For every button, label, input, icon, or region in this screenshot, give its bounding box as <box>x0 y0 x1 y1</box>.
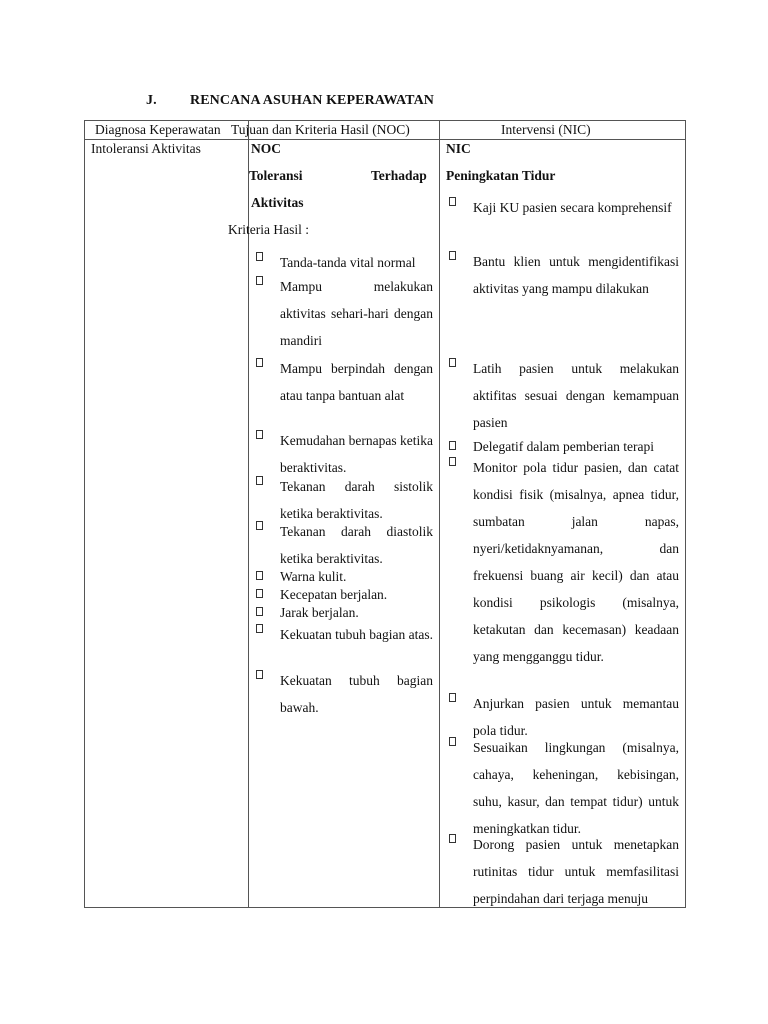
noc-outcome-part3: Aktivitas <box>251 195 304 210</box>
checkbox-icon <box>449 737 456 746</box>
section-number: J. <box>146 93 157 108</box>
checkbox-icon <box>256 571 263 580</box>
header-noc: Tujuan dan Kriteria Hasil (NOC) <box>231 122 410 137</box>
nic-intervention-item: Latih pasien untuk melakukan aktifitas sesuai dengan kemampuan pasien <box>449 355 679 436</box>
checkbox-icon <box>256 276 263 285</box>
header-nic: Intervensi (NIC) <box>501 122 591 137</box>
noc-criteria-item: Tanda-tanda vital normal <box>256 249 433 276</box>
column-divider-2 <box>439 121 440 907</box>
noc-outcome-part1: Toleransi <box>249 168 303 183</box>
nic-intervention-item: Monitor pola tidur pasien, dan catat kondisi fisik (misalnya, apnea tidur, sumbatan jalan napas, nyeri/ketidaknyamanan, dan frekuensi buang air kecil) dan atau kondisi psikologis (misalnya, ketakutan dan kecemasan) keadaan yang mengganggu tidur. <box>449 454 679 697</box>
nic-intervention-item: Delegatif dalam pemberian terapi <box>449 438 679 456</box>
noc-criteria-item: Warna kulit. <box>256 568 433 586</box>
noc-criteria-item: Tekanan darah diastolik ketika beraktivitas. <box>256 518 433 572</box>
header-diagnosis: Diagnosa Keperawatan <box>95 122 221 137</box>
noc-label: NOC <box>251 141 281 156</box>
noc-criteria-item: Jarak berjalan. <box>256 604 433 622</box>
noc-criteria-item: Mampu berpindah dengan atau tanpa bantuan alat <box>256 355 433 436</box>
nic-title: Peningkatan Tidur <box>446 168 556 183</box>
noc-criteria-item: Kekuatan tubuh bagian atas. <box>256 621 433 675</box>
diagnosis-text: Intoleransi Aktivitas <box>91 141 201 156</box>
noc-criteria-item: Kemudahan bernapas ketika beraktivitas. <box>256 427 433 481</box>
checkbox-icon <box>256 430 263 439</box>
checkbox-icon <box>449 693 456 702</box>
noc-criteria-item: Tekanan darah sistolik ketika beraktivitas. <box>256 473 433 527</box>
checkbox-icon <box>449 358 456 367</box>
checkbox-icon <box>256 252 263 261</box>
checkbox-icon <box>256 589 263 598</box>
nic-intervention-item: Sesuaikan lingkungan (misalnya, cahaya, keheningan, kebisingan, suhu, kasur, dan tempat tidur) untuk meningkatkan tidur. <box>449 734 679 842</box>
noc-criteria-item: Kekuatan tubuh bagian bawah. <box>256 667 433 721</box>
checkbox-icon <box>449 457 456 466</box>
noc-criteria-item: Mampu melakukan aktivitas sehari-hari dengan mandiri <box>256 273 433 354</box>
care-plan-table <box>84 120 686 908</box>
checkbox-icon <box>256 476 263 485</box>
checkbox-icon <box>449 441 456 450</box>
nic-intervention-item: Kaji KU pasien secara komprehensif <box>449 194 679 248</box>
checkbox-icon <box>256 607 263 616</box>
checkbox-icon <box>449 197 456 206</box>
checkbox-icon <box>256 670 263 679</box>
checkbox-icon <box>449 834 456 843</box>
checkbox-icon <box>256 358 263 367</box>
nic-label: NIC <box>446 141 471 156</box>
noc-outcome-part2: Terhadap <box>371 168 427 183</box>
checkbox-icon <box>256 624 263 633</box>
checkbox-icon <box>449 251 456 260</box>
nic-intervention-item: Anjurkan pasien untuk memantau pola tidur. <box>449 690 679 744</box>
nic-intervention-item: Bantu klien untuk mengidentifikasi aktivitas yang mampu dilakukan <box>449 248 679 329</box>
noc-criteria-label: Kriteria Hasil : <box>228 222 309 237</box>
noc-criteria-item: Kecepatan berjalan. <box>256 586 433 604</box>
section-heading <box>146 93 434 109</box>
checkbox-icon <box>256 521 263 530</box>
nic-intervention-item: Dorong pasien untuk menetapkan rutinitas tidur untuk memfasilitasi perpindahan dari terjaga menuju <box>449 831 679 909</box>
section-title: RENCANA ASUHAN KEPERAWATAN <box>190 93 434 108</box>
